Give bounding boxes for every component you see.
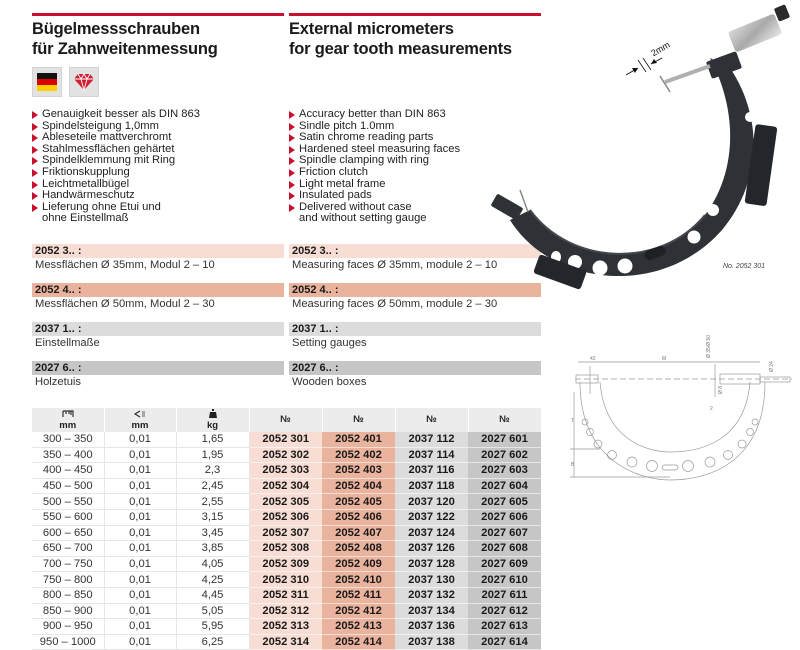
- cell-weight: 3,45: [176, 525, 249, 541]
- cell-resolution: 0,01: [104, 463, 176, 479]
- group-description: Messflächen Ø 50mm, Modul 2 – 30: [35, 298, 215, 310]
- cell-weight: 2,3: [176, 463, 249, 479]
- cell-art-2027-6: 2027 611: [468, 587, 541, 603]
- header-no-2052-4: №: [322, 408, 395, 432]
- cell-art-2052-3: 2052 306: [249, 509, 322, 525]
- feature-text: Insulated pads: [299, 189, 372, 202]
- bullet-triangle-icon: [289, 111, 295, 119]
- cell-resolution: 0,01: [104, 603, 176, 619]
- made-in-germany-badge: [32, 67, 62, 97]
- cell-art-2027-6: 2027 609: [468, 556, 541, 572]
- bullet-triangle-icon: [289, 146, 295, 154]
- features-list-english: [289, 109, 460, 225]
- feature-text: Spindle clamping with ring: [299, 154, 429, 167]
- drawing-label-m: M: [662, 356, 667, 362]
- title-english-line1: External micrometers: [289, 20, 454, 38]
- feature-text: ohne Einstellmaß: [42, 212, 129, 225]
- cell-art-2052-3: 2052 303: [249, 463, 322, 479]
- cell-art-2052-4: 2052 403: [322, 463, 395, 479]
- accent-line-left: [32, 13, 284, 16]
- feature-text: Light metal frame: [299, 177, 386, 190]
- feature-text: Satin chrome reading parts: [299, 131, 434, 144]
- group-description: Einstellmaße: [35, 337, 100, 349]
- table-body: [32, 432, 541, 650]
- cell-art-2052-4: 2052 412: [322, 603, 395, 619]
- drawing-label-dia8: Ø 8: [718, 385, 724, 394]
- cell-art-2052-3: 2052 302: [249, 447, 322, 463]
- cell-range: 350 – 400: [32, 447, 104, 463]
- cell-art-2037-1: 2037 128: [395, 556, 468, 572]
- group-2052-4-de: [32, 283, 284, 311]
- feature-text: Spindelklemmung mit Ring: [42, 154, 176, 167]
- cell-range: 650 – 700: [32, 541, 104, 557]
- cell-weight: 1,65: [176, 432, 249, 447]
- cell-art-2037-1: 2037 124: [395, 525, 468, 541]
- title-english-line2: for gear tooth measurements: [289, 39, 512, 58]
- cell-art-2027-6: 2027 613: [468, 619, 541, 635]
- bullet-triangle-icon: [289, 181, 295, 189]
- feature-text: Accuracy better than DIN 863: [299, 108, 446, 120]
- cell-art-2052-3: 2052 312: [249, 603, 322, 619]
- cell-range: 400 – 450: [32, 463, 104, 479]
- cell-weight: 3,15: [176, 509, 249, 525]
- group-description: Measuring faces Ø 35mm, module 2 – 10: [292, 259, 498, 271]
- cell-range: 700 – 750: [32, 556, 104, 572]
- group-description: Setting gauges: [292, 337, 367, 349]
- header-range: [32, 408, 104, 432]
- cell-art-2037-1: 2037 130: [395, 572, 468, 588]
- range-ruler-icon: [62, 410, 74, 418]
- cell-resolution: 0,01: [104, 541, 176, 557]
- bullet-triangle-icon: [32, 123, 38, 131]
- cell-art-2037-1: 2037 120: [395, 494, 468, 510]
- cell-art-2052-4: 2052 414: [322, 634, 395, 650]
- table-row: [32, 463, 541, 479]
- header-no-2027-6: №: [468, 408, 541, 432]
- cell-art-2052-4: 2052 413: [322, 619, 395, 635]
- cell-art-2052-4: 2052 408: [322, 541, 395, 557]
- feature-text: Spindelsteigung 1,0mm: [42, 119, 159, 132]
- bullet-triangle-icon: [32, 134, 38, 142]
- group-2037-1-de: [32, 322, 284, 350]
- cell-art-2027-6: 2027 607: [468, 525, 541, 541]
- cell-weight: 2,45: [176, 478, 249, 494]
- cell-weight: 5,05: [176, 603, 249, 619]
- cell-art-2037-1: 2037 136: [395, 619, 468, 635]
- cell-resolution: 0,01: [104, 509, 176, 525]
- cell-weight: 5,95: [176, 619, 249, 635]
- weight-icon: [209, 409, 217, 418]
- cell-range: 450 – 500: [32, 478, 104, 494]
- cell-range: 850 – 900: [32, 603, 104, 619]
- group-code: 2027 6.. :: [289, 361, 541, 375]
- cell-weight: 3,85: [176, 541, 249, 557]
- cell-art-2052-4: 2052 406: [322, 509, 395, 525]
- drawing-label-2: 2: [710, 406, 713, 412]
- header-no-2052-3: №: [249, 408, 322, 432]
- group-2027-6-de: [32, 361, 284, 389]
- spec-table: [32, 408, 542, 650]
- cell-art-2037-1: 2037 114: [395, 447, 468, 463]
- cell-art-2052-3: 2052 305: [249, 494, 322, 510]
- cell-resolution: 0,01: [104, 432, 176, 447]
- cell-art-2027-6: 2027 612: [468, 603, 541, 619]
- cell-weight: 4,45: [176, 587, 249, 603]
- feature-text: Friktionskupplung: [42, 165, 130, 178]
- feature-item-continuation: [32, 213, 200, 225]
- table-row: [32, 509, 541, 525]
- cell-art-2052-4: 2052 402: [322, 447, 395, 463]
- cell-art-2052-3: 2052 314: [249, 634, 322, 650]
- bullet-triangle-icon: [32, 111, 38, 119]
- bullet-triangle-icon: [289, 169, 295, 177]
- cell-weight: 2,55: [176, 494, 249, 510]
- features-list-german: [32, 109, 200, 225]
- cell-weight: 1,95: [176, 447, 249, 463]
- cell-resolution: 0,01: [104, 587, 176, 603]
- drawing-label-42: 42: [590, 356, 596, 362]
- cell-resolution: 0,01: [104, 494, 176, 510]
- feature-text: Friction clutch: [299, 165, 369, 178]
- cell-art-2052-3: 2052 304: [249, 478, 322, 494]
- feature-text: and without setting gauge: [299, 212, 427, 225]
- header-unit: mm: [131, 419, 149, 431]
- bullet-triangle-icon: [289, 192, 295, 200]
- cell-resolution: 0,01: [104, 572, 176, 588]
- cell-range: 950 – 1000: [32, 634, 104, 650]
- table-row: [32, 603, 541, 619]
- header-unit: kg: [206, 420, 219, 431]
- cell-art-2037-1: 2037 112: [395, 432, 468, 447]
- cell-art-2052-4: 2052 410: [322, 572, 395, 588]
- cell-resolution: 0,01: [104, 634, 176, 650]
- cell-art-2037-1: 2037 118: [395, 478, 468, 494]
- cell-art-2052-4: 2052 405: [322, 494, 395, 510]
- dimension-2mm-label: 2mm: [649, 39, 672, 59]
- title-german-line2: für Zahnweitenmessung: [32, 39, 218, 58]
- cell-art-2027-6: 2027 603: [468, 463, 541, 479]
- cell-art-2027-6: 2027 610: [468, 572, 541, 588]
- cell-art-2037-1: 2037 132: [395, 587, 468, 603]
- cell-art-2052-3: 2052 308: [249, 541, 322, 557]
- diamond-icon: [73, 73, 95, 91]
- cell-weight: 4,05: [176, 556, 249, 572]
- group-description: Messflächen Ø 35mm, Modul 2 – 10: [35, 259, 215, 271]
- cell-art-2052-3: 2052 310: [249, 572, 322, 588]
- cell-range: 300 – 350: [32, 432, 104, 447]
- cell-art-2052-4: 2052 411: [322, 587, 395, 603]
- bullet-triangle-icon: [32, 181, 38, 189]
- cell-resolution: 0,01: [104, 478, 176, 494]
- table-row: [32, 432, 541, 447]
- technical-drawing: [570, 334, 795, 487]
- group-code: 2052 4.. :: [289, 283, 541, 297]
- table-row: [32, 494, 541, 510]
- quality-badge: [69, 67, 99, 97]
- group-code: 2052 3.. :: [32, 244, 284, 258]
- cell-art-2037-1: 2037 138: [395, 634, 468, 650]
- group-2037-1-en: [289, 322, 541, 350]
- title-german-line1: Bügelmessschrauben: [32, 20, 200, 38]
- photo-caption: No. 2052 301: [723, 263, 766, 270]
- cell-resolution: 0,01: [104, 447, 176, 463]
- header-resolution: [104, 408, 176, 432]
- cell-art-2027-6: 2027 606: [468, 509, 541, 525]
- feature-text: Genauigkeit besser als DIN 863: [42, 108, 200, 120]
- group-code: 2037 1.. :: [289, 322, 541, 336]
- group-2027-6-en: [289, 361, 541, 389]
- group-code: 2052 3.. :: [289, 244, 541, 258]
- cell-art-2027-6: 2027 604: [468, 478, 541, 494]
- group-code: 2037 1.. :: [32, 322, 284, 336]
- bullet-triangle-icon: [289, 123, 295, 131]
- group-description: Holzetuis: [35, 376, 82, 388]
- cell-art-2027-6: 2027 602: [468, 447, 541, 463]
- table-row: [32, 541, 541, 557]
- cell-art-2052-4: 2052 409: [322, 556, 395, 572]
- group-description: Measuring faces Ø 50mm, module 2 – 30: [292, 298, 498, 310]
- table-row: [32, 587, 541, 603]
- feature-item-continuation: [289, 213, 460, 225]
- cell-range: 600 – 650: [32, 525, 104, 541]
- cell-range: 900 – 950: [32, 619, 104, 635]
- germany-flag-icon: [37, 73, 57, 91]
- table-row: [32, 556, 541, 572]
- feature-text: Delivered without case: [299, 200, 412, 213]
- feature-text: Lieferung ohne Etui und: [42, 200, 161, 213]
- cell-weight: 6,25: [176, 634, 249, 650]
- drawing-label-t: T: [571, 418, 575, 424]
- drawing-label-b: B: [571, 462, 575, 468]
- feature-text: Hardened steel measuring faces: [299, 142, 461, 155]
- group-code: 2052 4.. :: [32, 283, 284, 297]
- bullet-triangle-icon: [289, 204, 295, 212]
- table-row: [32, 634, 541, 650]
- header-unit: mm: [59, 419, 77, 431]
- title-german: [32, 20, 218, 59]
- cell-art-2037-1: 2037 122: [395, 509, 468, 525]
- group-2052-3-de: [32, 244, 284, 272]
- bullet-triangle-icon: [289, 134, 295, 142]
- cell-art-2052-4: 2052 407: [322, 525, 395, 541]
- bullet-triangle-icon: [289, 157, 295, 165]
- bullet-triangle-icon: [32, 204, 38, 212]
- table-header-row: [32, 408, 541, 432]
- cell-art-2052-3: 2052 301: [249, 432, 322, 447]
- cell-art-2052-3: 2052 313: [249, 619, 322, 635]
- bullet-triangle-icon: [32, 192, 38, 200]
- bullet-triangle-icon: [32, 157, 38, 165]
- table-row: [32, 447, 541, 463]
- cell-art-2037-1: 2037 116: [395, 463, 468, 479]
- feature-text: Ableseteile mattverchromt: [42, 131, 172, 144]
- feature-text: Stahlmessflächen gehärtet: [42, 142, 175, 155]
- cell-art-2052-3: 2052 311: [249, 587, 322, 603]
- cell-resolution: 0,01: [104, 619, 176, 635]
- cell-art-2037-1: 2037 134: [395, 603, 468, 619]
- feature-text: Handwärmeschutz: [42, 189, 135, 202]
- cell-art-2052-4: 2052 401: [322, 432, 395, 447]
- cell-resolution: 0,01: [104, 525, 176, 541]
- header-no-2037-1: №: [395, 408, 468, 432]
- cell-range: 750 – 800: [32, 572, 104, 588]
- table-row: [32, 478, 541, 494]
- bullet-triangle-icon: [32, 146, 38, 154]
- feature-text: Leichtmetallbügel: [42, 177, 130, 190]
- cell-art-2027-6: 2027 601: [468, 432, 541, 447]
- drawing-label-dia24: Ø 24: [769, 361, 775, 372]
- header-weight: [176, 408, 249, 432]
- cell-range: 800 – 850: [32, 587, 104, 603]
- table-row: [32, 572, 541, 588]
- cell-art-2027-6: 2027 614: [468, 634, 541, 650]
- bullet-triangle-icon: [32, 169, 38, 177]
- group-code: 2027 6.. :: [32, 361, 284, 375]
- cell-resolution: 0,01: [104, 556, 176, 572]
- cell-range: 550 – 600: [32, 509, 104, 525]
- cell-art-2027-6: 2027 605: [468, 494, 541, 510]
- cell-weight: 4,25: [176, 572, 249, 588]
- drawing-label-face-diameter: Ø 35/Ø 50: [706, 334, 712, 358]
- cell-art-2052-4: 2052 404: [322, 478, 395, 494]
- cell-art-2052-3: 2052 307: [249, 525, 322, 541]
- feature-text: Sindle pitch 1.0mm: [299, 119, 395, 132]
- cell-range: 500 – 550: [32, 494, 104, 510]
- group-description: Wooden boxes: [292, 376, 367, 388]
- cell-art-2037-1: 2037 126: [395, 541, 468, 557]
- cell-art-2027-6: 2027 608: [468, 541, 541, 557]
- cell-art-2052-3: 2052 309: [249, 556, 322, 572]
- resolution-icon: [134, 410, 146, 418]
- table-row: [32, 619, 541, 635]
- table-row: [32, 525, 541, 541]
- micrometer-product-photo: [460, 0, 800, 300]
